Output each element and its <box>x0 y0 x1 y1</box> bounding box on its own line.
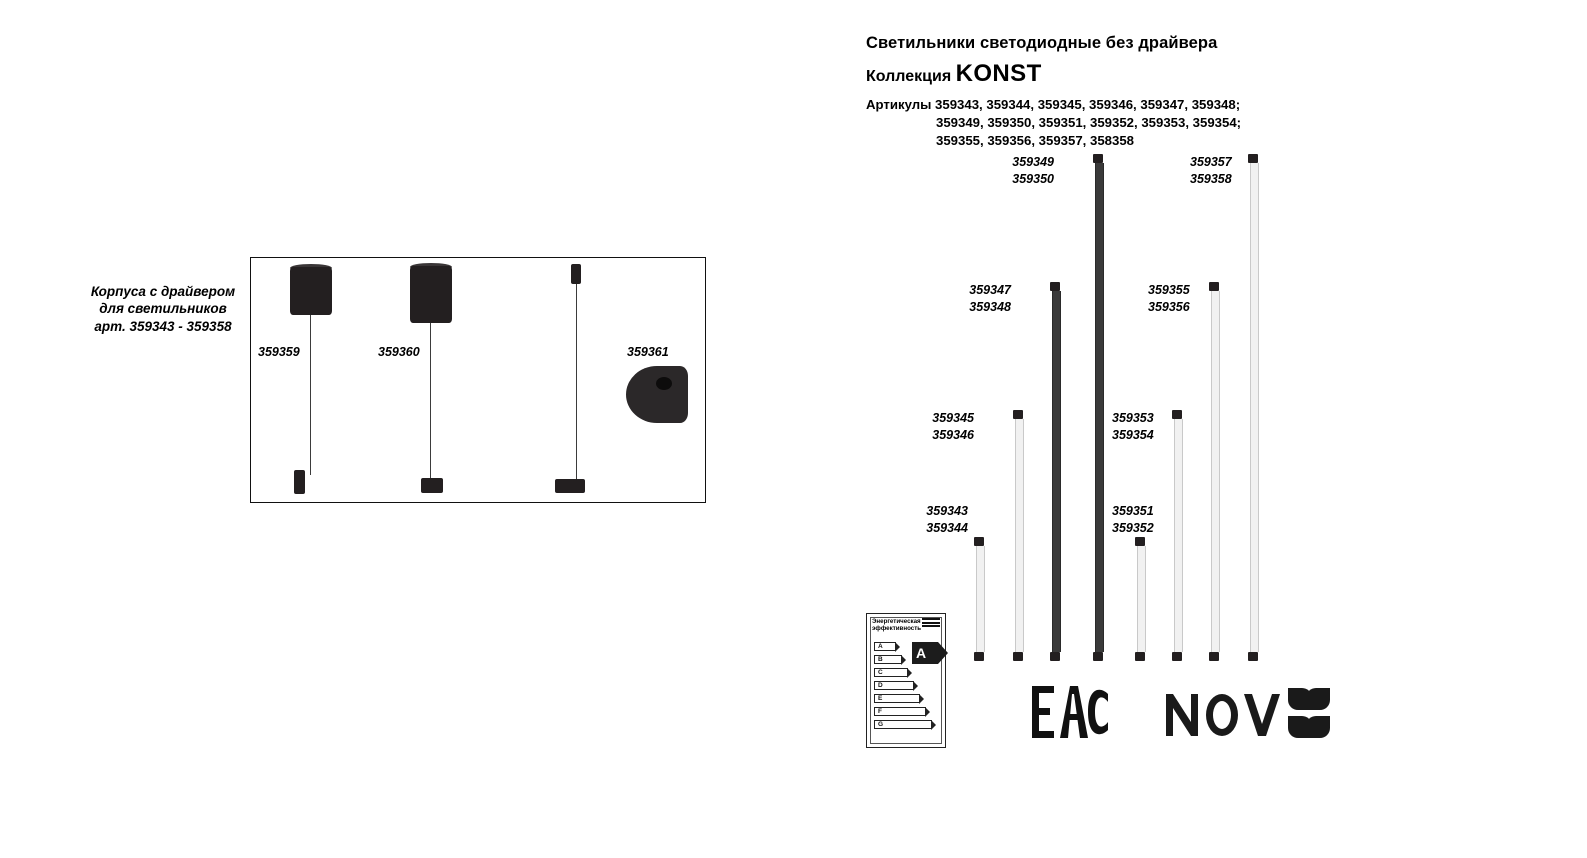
tube-cap-bottom <box>1209 652 1219 661</box>
energy-class-chevron <box>874 720 932 729</box>
energy-class-row-d <box>874 681 914 690</box>
energy-class-letter: E <box>878 695 883 702</box>
cylinder-body <box>410 266 452 323</box>
tube-body <box>1137 546 1146 652</box>
articles-list-1: 359343, 359344, 359345, 359346, 359347, 359348; <box>935 96 1241 112</box>
energy-class-value: A <box>916 645 927 661</box>
caption-line-2: для светильников <box>99 301 227 317</box>
caption-line-1: Корпуса с драйвером <box>90 284 236 299</box>
tube-cap-bottom <box>1013 652 1023 661</box>
cylinder-body <box>290 267 332 315</box>
energy-class-letter: A <box>878 643 883 650</box>
energy-bar <box>922 622 940 624</box>
articles-line-1 <box>866 96 1241 114</box>
energy-class-chevron <box>874 655 902 664</box>
tube-label-7-line2: 359356 <box>1148 299 1190 314</box>
novotech-logo <box>1164 686 1340 738</box>
energy-class-letter: D <box>878 682 883 689</box>
tube-label-1-line2: 359344 <box>926 520 968 535</box>
tube-label-4-line1: 359349 <box>1012 155 1054 169</box>
tube-label-2-line1: 359345 <box>932 411 974 425</box>
tube-body <box>1211 291 1220 652</box>
caption-line-3: арт. 359343 - 359358 <box>94 318 232 334</box>
tube-cap-bottom <box>1135 652 1145 661</box>
tube-label-6-line2: 359354 <box>1112 427 1154 442</box>
energy-class-chevron <box>874 642 896 651</box>
energy-class-letter: F <box>878 708 882 715</box>
energy-label-bars <box>922 618 940 629</box>
energy-class-row-e <box>874 694 920 703</box>
energy-class-letter: C <box>878 669 883 676</box>
tube-body <box>1015 419 1024 652</box>
header-collection <box>866 60 1241 89</box>
right-header <box>866 34 1241 150</box>
header-title: Светильники светодиодные без драйвера <box>866 34 1218 52</box>
tube-label-8 <box>1190 154 1270 188</box>
tube-cap-bottom <box>1172 652 1182 661</box>
energy-efficiency-label <box>866 613 946 748</box>
energy-class-chevron <box>874 707 926 716</box>
tube-label-1-line1: 359343 <box>926 504 968 518</box>
puck-hole <box>656 377 672 390</box>
energy-class-row-b <box>874 655 902 664</box>
tube-body <box>1052 291 1061 652</box>
tube-label-3-line1: 359347 <box>969 283 1011 297</box>
energy-class-chevron <box>874 694 920 703</box>
wire-end-clip <box>294 470 305 494</box>
wire-end-clip <box>555 479 585 493</box>
tube-cap-bottom <box>1093 652 1103 661</box>
tube-cap-top <box>1013 410 1023 419</box>
tube-cap-bottom <box>1050 652 1060 661</box>
novotech-logo-mark <box>1164 686 1340 738</box>
wire-end-clip <box>421 478 443 493</box>
tube-label-5-line2: 359352 <box>1112 520 1154 535</box>
collection-name: KONST <box>955 59 1042 87</box>
tube-label-2 <box>890 410 974 444</box>
product-label-359361: 359361 <box>627 345 669 359</box>
energy-class-value-badge <box>912 642 938 664</box>
suspension-wire <box>310 315 311 475</box>
articles-prefix: Артикулы <box>866 96 936 112</box>
energy-class-row-a <box>874 642 896 651</box>
product-label-359360: 359360 <box>378 345 420 359</box>
tube-label-4-line2: 359350 <box>1012 171 1054 186</box>
mount-stem <box>571 264 581 284</box>
suspension-wire <box>430 323 431 481</box>
tube-label-6 <box>1112 410 1192 444</box>
tube-label-4 <box>968 154 1054 188</box>
tube-body <box>1250 163 1259 652</box>
energy-class-letter: B <box>878 656 883 663</box>
collection-prefix: Коллекция <box>866 67 956 85</box>
energy-class-chevron <box>874 668 908 677</box>
product-label-359359: 359359 <box>258 345 300 359</box>
tube-cap-bottom <box>974 652 984 661</box>
suspension-wire <box>576 284 577 481</box>
energy-bar <box>922 625 940 627</box>
tube-label-6-line1: 359353 <box>1112 411 1154 425</box>
energy-title-line2: эффективность <box>872 625 922 633</box>
energy-title-line1: Энергетическая <box>872 618 921 625</box>
tube-body <box>1095 163 1104 652</box>
articles-line-3: 359355, 359356, 359357, 358358 <box>936 133 1135 149</box>
left-panel-caption <box>78 283 248 335</box>
tube-label-7-line1: 359355 <box>1148 283 1190 297</box>
tube-label-5-line1: 359351 <box>1112 504 1154 518</box>
tube-cap-top <box>974 537 984 546</box>
energy-class-row-f <box>874 707 926 716</box>
tube-cap-top <box>1093 154 1103 163</box>
tube-label-7 <box>1148 282 1228 316</box>
energy-class-chevron <box>874 681 914 690</box>
tube-cap-bottom <box>1248 652 1258 661</box>
tube-label-1 <box>900 503 968 537</box>
tube-label-2-line2: 359346 <box>932 427 974 442</box>
puck-body <box>626 366 688 423</box>
articles-line-2: 359349, 359350, 359351, 359352, 359353, 359354; <box>936 114 1242 130</box>
energy-class-row-c <box>874 668 908 677</box>
energy-class-row-g <box>874 720 932 729</box>
energy-class-letter: G <box>878 721 884 728</box>
tube-label-8-line2: 359358 <box>1190 171 1232 186</box>
energy-bar <box>922 618 940 620</box>
tube-cap-top <box>1050 282 1060 291</box>
eac-conformity-icon <box>1030 684 1110 740</box>
energy-label-title <box>872 618 924 633</box>
tube-label-8-line1: 359357 <box>1190 155 1232 169</box>
tube-label-3-line2: 359348 <box>969 299 1011 314</box>
tube-label-3 <box>925 282 1011 316</box>
tube-body <box>976 546 985 652</box>
tube-body <box>1174 419 1183 652</box>
articles-block <box>866 96 1241 151</box>
tube-cap-top <box>1135 537 1145 546</box>
